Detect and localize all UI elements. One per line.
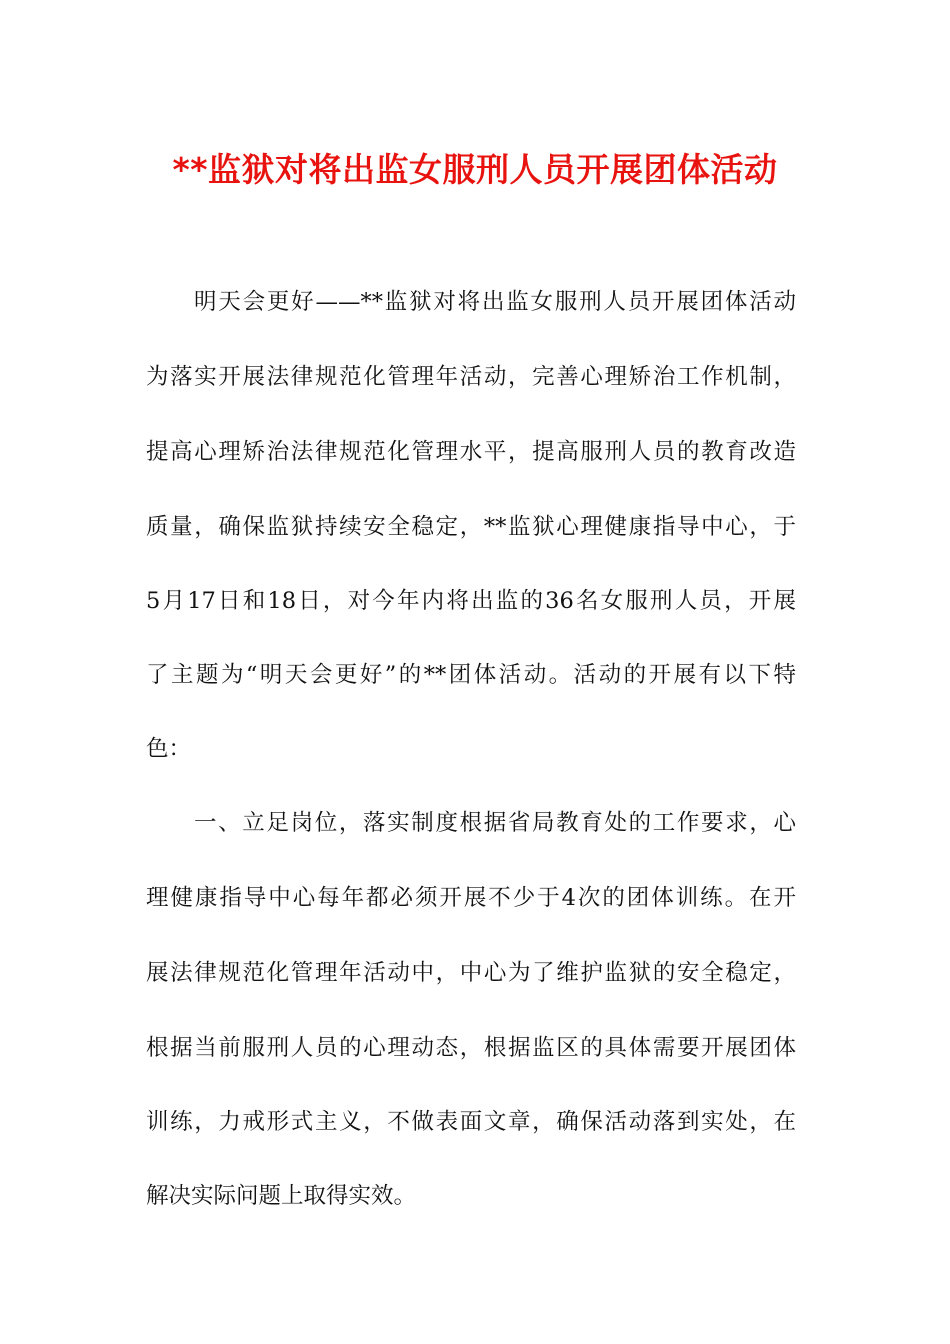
- paragraph-line: 展法律规范化管理年活动中，中心为了维护监狱的安全稳定，: [146, 960, 796, 986]
- paragraph-line: 提高心理矫治法律规范化管理水平，提高服刑人员的教育改造: [146, 439, 796, 465]
- document-title: **监狱对将出监女服刑人员开展团体活动: [172, 150, 778, 189]
- paragraph-line: 明天会更好——**监狱对将出监女服刑人员开展团体活动: [194, 289, 796, 315]
- paragraph-line: 为落实开展法律规范化管理年活动，完善心理矫治工作机制，: [146, 364, 796, 390]
- paragraph-line: 一、立足岗位，落实制度根据省局教育处的工作要求，心: [194, 810, 796, 836]
- paragraph-line: 色：: [146, 736, 192, 762]
- paragraph-line: 解决实际问题上取得实效。: [146, 1183, 417, 1209]
- paragraph-line: 质量，确保监狱持续安全稳定，**监狱心理健康指导中心，于: [146, 514, 796, 540]
- paragraph-line: 了主题为“明天会更好”的**团体活动。活动的开展有以下特: [146, 662, 796, 688]
- paragraph-line: 5月17日和18日，对今年内将出监的36名女服刑人员，开展: [146, 588, 796, 614]
- paragraph-line: 训练，力戒形式主义，不做表面文章，确保活动落到实处，在: [146, 1109, 796, 1135]
- paragraph-line: 理健康指导中心每年都必须开展不少于4次的团体训练。在开: [146, 885, 796, 911]
- paragraph-line: 根据当前服刑人员的心理动态，根据监区的具体需要开展团体: [146, 1035, 796, 1061]
